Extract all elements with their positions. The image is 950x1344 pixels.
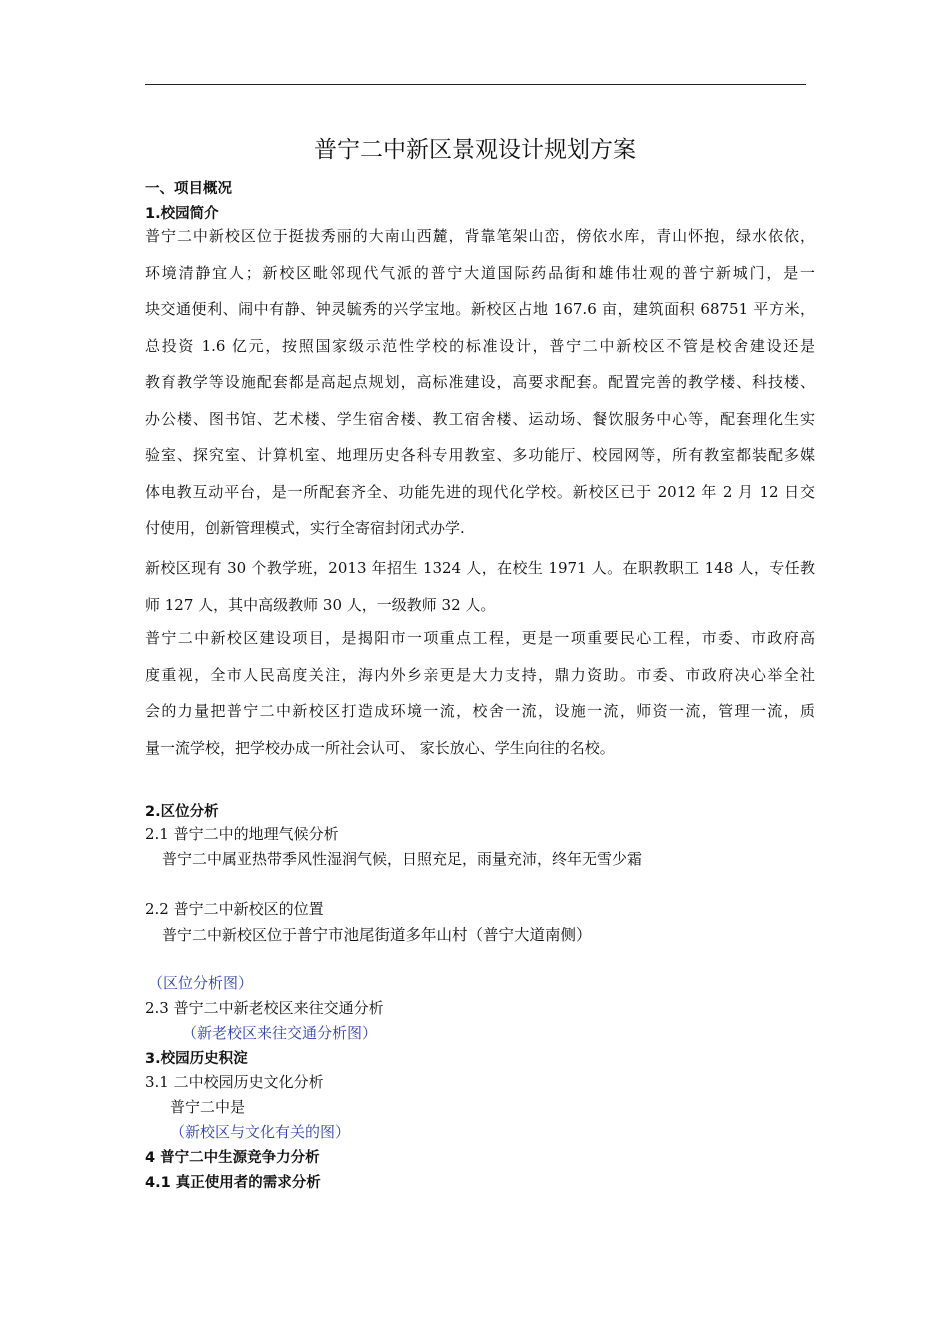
text-line: 新校区现有 30 个教学班，2013 年招生 1324 人，在校生 1971 人。在职教职工 148 人，专任教 bbox=[145, 559, 815, 577]
text-line: 师 127 人，其中高级教师 30 人，一级教师 32 人。 bbox=[145, 595, 496, 614]
text-line: 环境清静宜人；新校区毗邻现代气派的普宁大道国际药品街和雄伟壮观的普宁新城门，是一 bbox=[145, 263, 815, 282]
section-heading-competitiveness: 4 普宁二中生源竞争力分析 bbox=[145, 1150, 320, 1166]
text-line: 体电教互动平台，是一所配套齐全、功能先进的现代化学校。新校区已于 2012 年 2 月 12 日交 bbox=[145, 482, 815, 501]
section-heading-campus-intro: 1.校园简介 bbox=[145, 206, 219, 222]
text-line: 付使用，创新管理模式，实行全寄宿封闭式办学. bbox=[145, 519, 465, 537]
campus-position-prefix: 普宁二中新校区位于 bbox=[162, 926, 298, 944]
paragraph-enrollment bbox=[145, 550, 815, 623]
section-heading-history: 3.校园历史积淀 bbox=[145, 1051, 248, 1067]
climate-text: 普宁二中属亚热带季风性湿润气候，日照充足，雨量充沛，终年无雪少霜 bbox=[162, 850, 643, 868]
culture-text: 普宁二中是 bbox=[170, 1098, 246, 1116]
figure-link-traffic[interactable]: （新老校区来往交通分析图） bbox=[182, 1024, 378, 1042]
subsection-culture: 3.1 二中校园历史文化分析 bbox=[145, 1073, 324, 1091]
section-heading-location: 2.区位分析 bbox=[145, 804, 219, 820]
subsection-campus-position: 2.2 普宁二中新校区的位置 bbox=[145, 900, 324, 918]
campus-position-address: 普宁市池尾街道多年山村（普宁大道南侧） bbox=[297, 926, 592, 944]
paragraph-campus-intro bbox=[145, 218, 815, 547]
text-line: 量一流学校，把学校办成一所社会认可、 家长放心、学生向往的名校。 bbox=[145, 738, 615, 757]
subsection-climate: 2.1 普宁二中的地理气候分析 bbox=[145, 825, 339, 843]
text-line: 办公楼、图书馆、艺术楼、学生宿舍楼、教工宿舍楼、运动场、餐饮服务中心等，配套理化生实 bbox=[145, 409, 815, 428]
section-heading-overview: 一、项目概况 bbox=[145, 181, 232, 197]
page-title: 普宁二中新区景观设计规划方案 bbox=[314, 137, 636, 163]
text-line: 会的力量把普宁二中新校区打造成环境一流，校舍一流，设施一流，师资一流，管理一流，质 bbox=[145, 702, 815, 720]
text-line: 普宁二中新校区位于挺拔秀丽的大南山西麓，背靠笔架山峦，傍依水库，青山怀抱，绿水依依， bbox=[145, 227, 815, 245]
text-line: 教育教学等设施配套都是高起点规划，高标准建设，高要求配套。配置完善的教学楼、科技楼、 bbox=[145, 373, 815, 391]
text-line: 总投资 1.6 亿元，按照国家级示范性学校的标准设计，普宁二中新校区不管是校舍建设还是 bbox=[145, 336, 815, 355]
header-rule bbox=[145, 84, 806, 85]
text-line: 验室、探究室、计算机室、地理历史各科专用教室、多功能厅、校园网等，所有教室都装配多媒 bbox=[145, 446, 815, 464]
campus-position-text bbox=[162, 924, 832, 946]
subsection-traffic: 2.3 普宁二中新老校区来往交通分析 bbox=[145, 999, 384, 1017]
text-line: 度重视，全市人民高度关注，海内外乡亲更是大力支持，鼎力资助。市委、市政府决心举全社 bbox=[145, 665, 815, 684]
text-line: 普宁二中新校区建设项目，是揭阳市一项重点工程，更是一项重要民心工程，市委、市政府高 bbox=[145, 629, 815, 647]
figure-link-location[interactable]: （区位分析图） bbox=[148, 974, 254, 992]
figure-link-culture[interactable]: （新校区与文化有关的图） bbox=[170, 1123, 351, 1141]
text-line: 块交通便利、闹中有静、钟灵毓秀的兴学宝地。新校区占地 167.6 亩，建筑面积 68751 平方米， bbox=[145, 300, 815, 318]
paragraph-project-importance bbox=[145, 620, 815, 766]
subsection-user-needs: 4.1 真正使用者的需求分析 bbox=[145, 1175, 321, 1191]
